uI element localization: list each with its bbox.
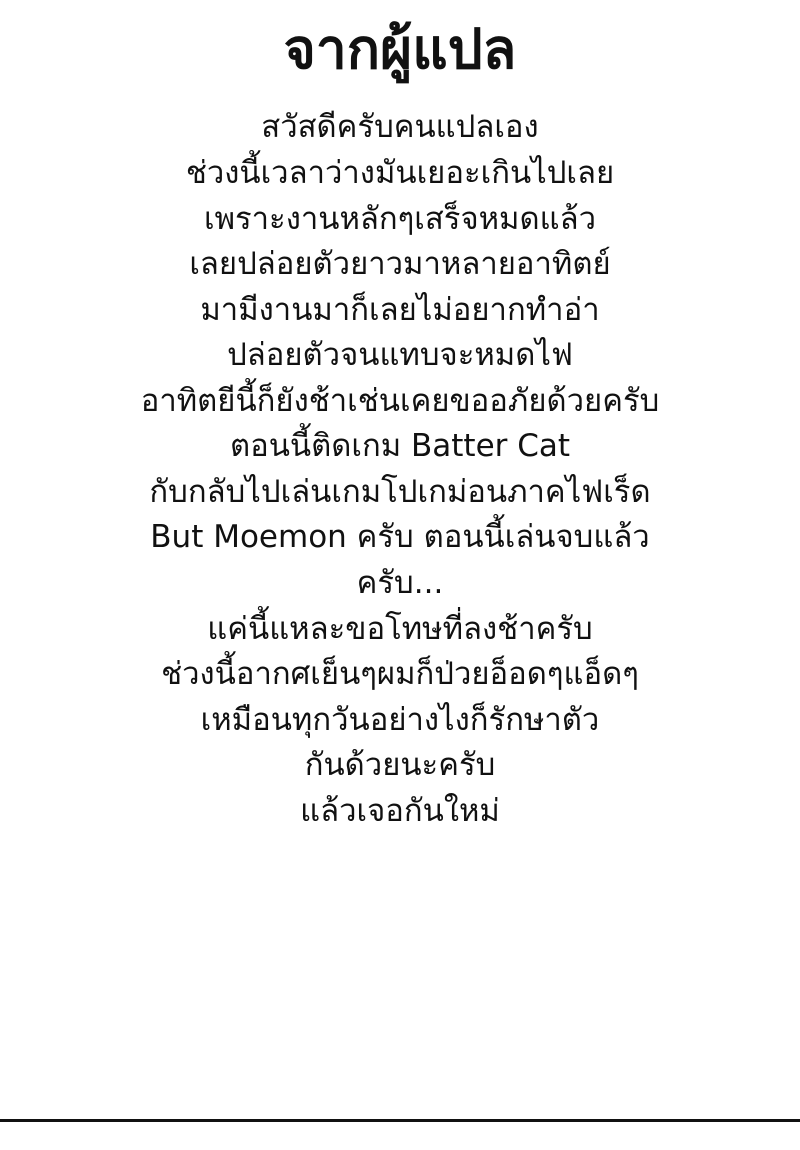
note-line: ตอนนี้ติดเกม Batter Cat	[229, 428, 571, 465]
note-line: เพราะงานหลักๆเสร็จหมดแล้ว	[203, 200, 597, 237]
note-line: ช่วงนี้เวลาว่างมันเยอะเกินไปเลย	[185, 154, 615, 191]
note-body	[40, 105, 760, 834]
note-line: สวัสดีครับคนแปลเอง	[261, 109, 539, 146]
note-line: กับกลับไปเล่นเกมโปเกม่อนภาคไฟเร็ด	[149, 473, 651, 510]
note-line: แล้วเจอกันใหม่	[300, 792, 500, 829]
note-line: กันด้วยนะครับ	[304, 747, 496, 784]
note-line: ช่วงนี้อากศเย็นๆผมก็ป่วยอ็อดๆแอ็ดๆ	[161, 656, 639, 693]
note-line: แค่นี้แหละขอโทษที่ลงช้าครับ	[207, 610, 593, 647]
note-line: เหมือนทุกวันอย่างไงก็รักษาตัว	[200, 701, 600, 738]
note-line: But Moemon ครับ ตอนนี้เล่นจบแล้ว	[150, 519, 650, 556]
page-title: จากผู้แปล	[283, 17, 517, 81]
note-line: อาทิตยีนี้ก็ยังช้าเช่นเคยขออภัยด้วยครับ	[140, 382, 660, 419]
note-line: ครับ...	[356, 565, 444, 602]
bottom-divider	[0, 1119, 800, 1122]
note-line: มามีงานมาก็เลยไม่อยากทำอ่า	[200, 291, 600, 328]
note-line: ปล่อยตัวจนแทบจะหมดไฟ	[227, 337, 573, 374]
note-line: เลยปล่อยตัวยาวมาหลายอาทิตย์	[189, 246, 611, 283]
